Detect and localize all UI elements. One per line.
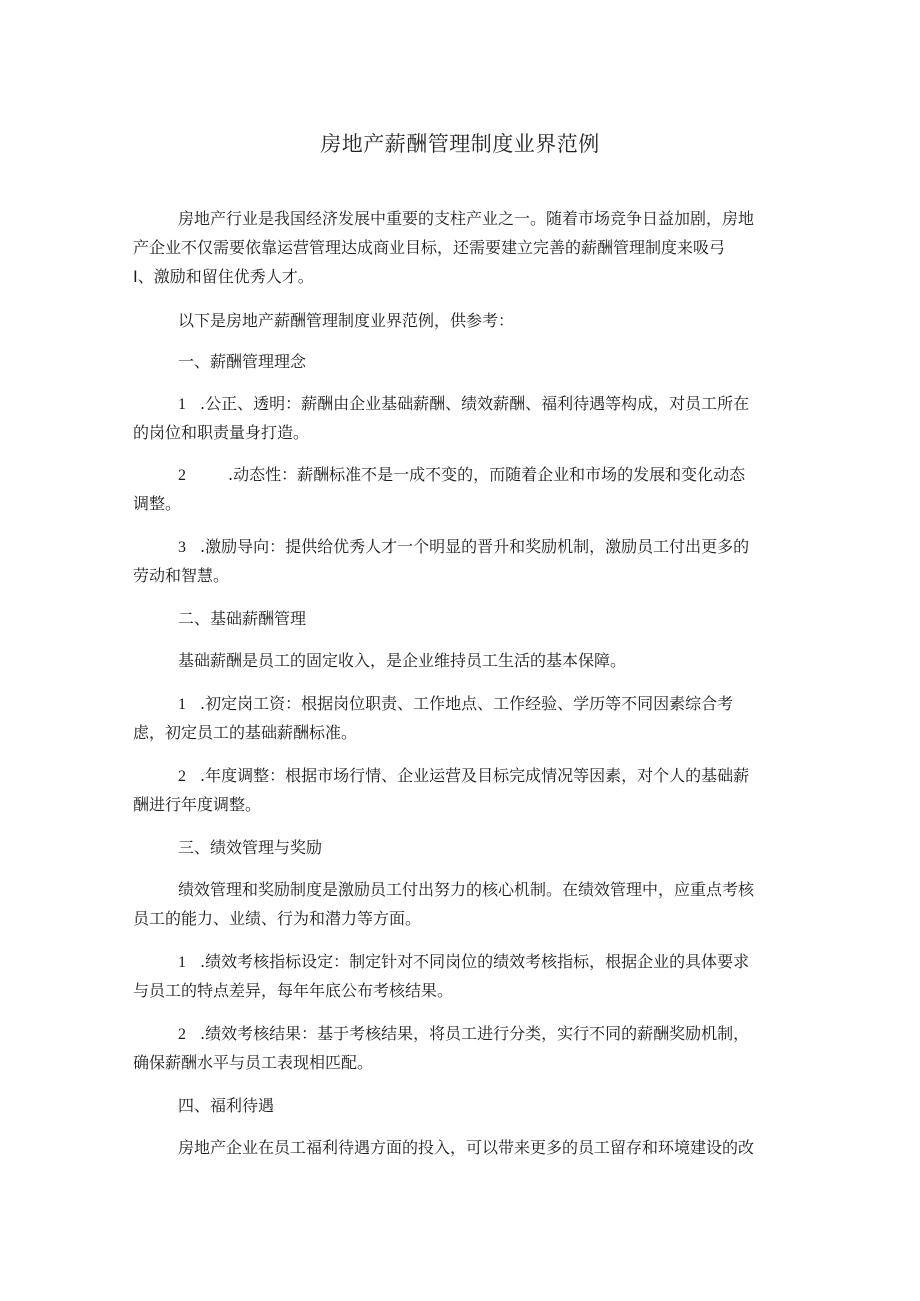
item-text: .绩效考核结果：基于考核结果，将员工进行分类，实行不同的薪酬奖励机制， xyxy=(200,1024,750,1043)
section-heading-2 xyxy=(133,604,793,633)
paragraph-lead-in xyxy=(133,306,793,335)
list-item xyxy=(133,532,793,590)
item-text: .绩效考核指标设定：制定针对不同岗位的绩效考核指标，根据企业的具体要求 xyxy=(200,952,750,971)
list-item xyxy=(133,761,793,819)
list-item xyxy=(133,1019,793,1077)
text-line: 二、基础薪酬管理 xyxy=(178,609,307,628)
text-line: 一、薪酬管理理念 xyxy=(178,352,307,371)
text-line: 虑，初定员工的基础薪酬标准。 xyxy=(133,723,358,742)
document-title: 房地产薪酬管理制度业界范例 xyxy=(320,132,600,156)
text-line: 员工的能力、业绩、行为和潜力等方面。 xyxy=(133,909,422,928)
list-item xyxy=(133,460,793,518)
paragraph xyxy=(133,646,793,675)
item-number: 2 xyxy=(178,467,186,484)
text-line: 房地产企业在员工福利待遇方面的投入，可以带来更多的员工留存和环境建设的改 xyxy=(178,1138,755,1157)
text-line: 劳动和智慧。 xyxy=(133,566,230,585)
item-number: 2 xyxy=(178,1026,186,1043)
item-number: 1 xyxy=(178,954,186,971)
text-line: 四、福利待遇 xyxy=(178,1096,275,1115)
item-number: 1 xyxy=(178,696,186,713)
item-text: .激励导向：提供给优秀人才一个明显的晋升和奖励机制，激励员工付出更多的 xyxy=(200,537,750,556)
text-line: 确保薪酬水平与员工表现相匹配。 xyxy=(133,1053,374,1072)
paragraph xyxy=(133,1133,793,1162)
list-item xyxy=(133,947,793,1005)
item-text: .年度调整：根据市场行情、企业运营及目标完成情况等因素，对个人的基础薪 xyxy=(200,766,750,785)
item-number: 2 xyxy=(178,768,186,785)
text-line: 三、绩效管理与奖励 xyxy=(178,838,323,857)
section-heading-4 xyxy=(133,1091,793,1120)
list-item xyxy=(133,689,793,747)
list-item xyxy=(133,389,793,447)
item-text: .初定岗工资：根据岗位职责、工作地点、工作经验、学历等不同因素综合考 xyxy=(200,694,734,713)
text-line: 调整。 xyxy=(133,494,182,513)
item-number: 3 xyxy=(178,539,186,556)
item-text: .公正、透明：薪酬由企业基础薪酬、绩效薪酬、福利待遇等构成，对员工所在 xyxy=(200,394,750,413)
text-line: 酬进行年度调整。 xyxy=(133,795,262,814)
text-line: 的岗位和职责量身打造。 xyxy=(133,423,310,442)
text-line: 基础薪酬是员工的固定收入，是企业维持员工生活的基本保障。 xyxy=(178,651,627,670)
text-line: 绩效管理和奖励制度是激励员工付出努力的核心机制。在绩效管理中，应重点考核 xyxy=(178,880,755,899)
text-line: 与员工的特点差异，每年年底公布考核结果。 xyxy=(133,981,454,1000)
text-line: 产企业不仅需要依靠运营管理达成商业目标，还需要建立完善的薪酬管理制度来吸弓 xyxy=(133,238,726,257)
section-heading-1 xyxy=(133,347,793,376)
text-line: I、激励和留住优秀人才。 xyxy=(133,267,314,286)
item-text: .动态性：薪酬标准不是一成不变的，而随着企业和市场的发展和变化动态 xyxy=(228,465,746,484)
paragraph xyxy=(133,875,793,933)
text-line: 以下是房地产薪酬管理制度业界范例，供参考： xyxy=(178,311,515,330)
text-line: 房地产行业是我国经济发展中重要的支柱产业之一。随着市场竞争日益加剧，房地 xyxy=(178,209,755,228)
item-number: 1 xyxy=(178,396,186,413)
paragraph-intro xyxy=(133,204,793,291)
section-heading-3 xyxy=(133,833,793,862)
